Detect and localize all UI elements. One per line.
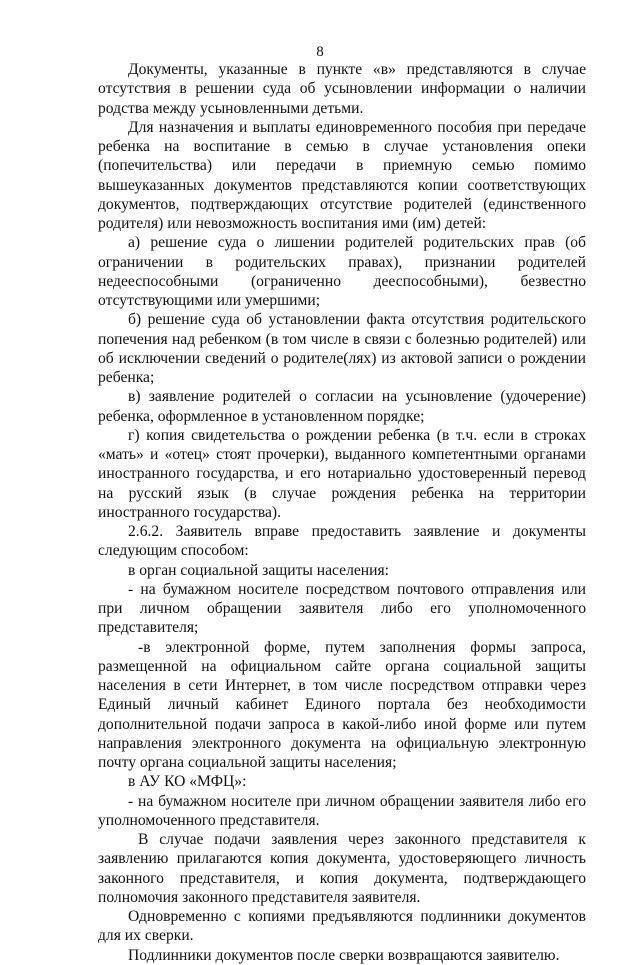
page-number: 8 (316, 44, 324, 60)
paragraph-legal-representative: В случае подачи заявления через законного представителя к заявлению прилагаются копия документа, удостоверяющего личность законного представителя, и копия документа, подтверждающего полномочия законного представителя заявителя. (98, 831, 586, 906)
paragraph-2-6-2: 2.6.2. Заявитель вправе предоставить заявление и документы следующим способом: (98, 523, 586, 560)
paragraph-paper-submission: - на бумажном носителе посредством почтового отправления или при личном обращении заявителя либо его уполномоченного представителя; (98, 580, 586, 637)
paragraph-mfc-paper: - на бумажном носителе при личном обращении заявителя либо его уполномоченного представителя. (98, 792, 586, 829)
list-item-b: б) решение суда об установлении факта отсутствия родительского попечения над ребенком (в том числе в связи с болезнью родителей) или об исключении сведений о родителе(лях) из актовой записи о рождении ребенка; (98, 311, 586, 386)
list-item-v: в) заявление родителей о согласии на усыновление (удочерение) ребенка, оформленное в установленном порядке; (98, 388, 586, 425)
document-body (98, 60, 586, 965)
paragraph-single-allowance: Для назначения и выплаты единовременного пособия при передаче ребенка на воспитание в семью в случае установления опеки (попечительства) или передачи в приемную семью помимо вышеуказанных документов представляются копии соответствующих документов, подтверждающих отсутствие родителей (единственного родителя) или невозможность воспитания ими (им) детей: (98, 118, 586, 232)
list-item-a: а) решение суда о лишении родителей родительских прав (об ограничении в родительских правах), признании родителей недееспособными (ограниченно дееспособными), безвестно отсутствующими или умершими; (98, 234, 586, 309)
paragraph-electronic-submission: -в электронной форме, путем заполнения формы запроса, размещенной на официальном сайте органа социальной защиты населения в сети Интернет, в том числе посредством отправки через Единый личный кабинет Единого портала без необходимости дополнительной подачи запроса в какой-либо иной форме или путем направления электронного документа на официальную электронную почту органа социальной защиты населения; (98, 638, 586, 771)
paragraph-social-protection: в орган социальной защиты населения: (128, 561, 389, 579)
paragraph-originals-returned: Подлинники документов после сверки возвращаются заявителю. (128, 946, 560, 964)
paragraph-originals-presented: Одновременно с копиями предъявляются подлинники документов для их сверки. (98, 908, 586, 945)
paragraph-documents-note: Документы, указанные в пункте «в» представляются в случае отсутствия в решении суда об усыновлении информации о наличии родства между усыновленными детьми. (98, 61, 586, 117)
list-item-g: г) копия свидетельства о рождении ребенка (в т.ч. если в строках «мать» и «отец» стоят прочерки), выданного компетентными органами иностранного государства, и его нотариально удостоверенный перевод на русский язык (в случае рождения ребенка на территории иностранного государства). (98, 426, 586, 521)
paragraph-mfc: в АУ КО «МФЦ»: (128, 773, 247, 791)
